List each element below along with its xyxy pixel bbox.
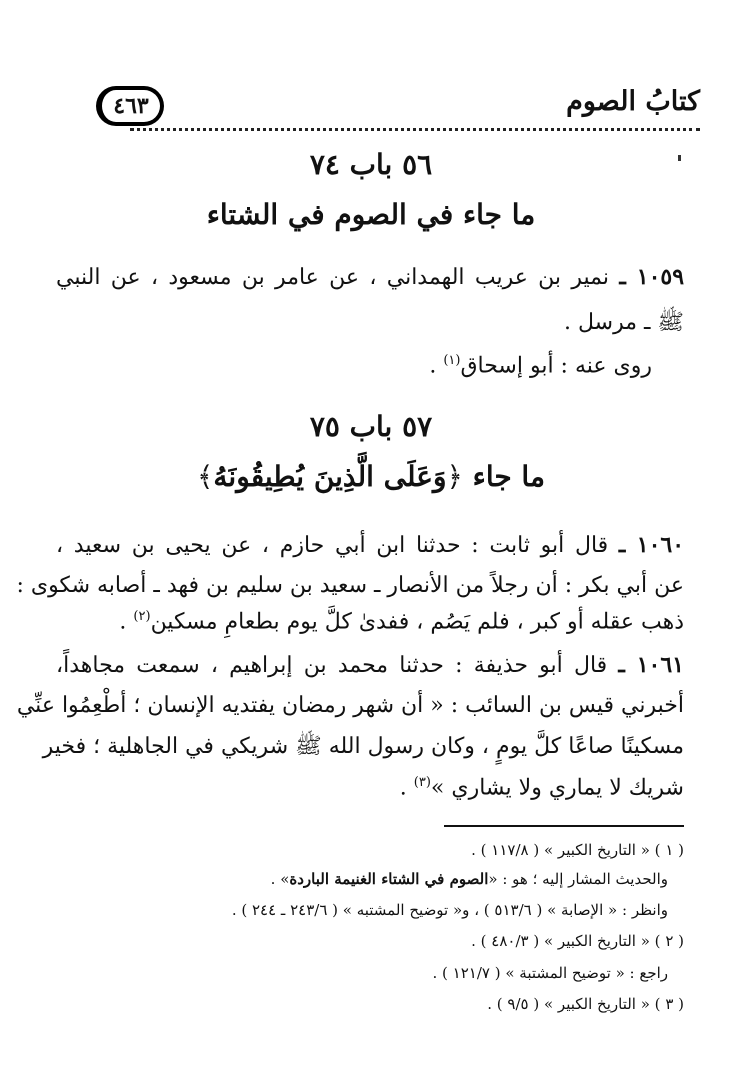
footnote-ref: (٣) [413, 775, 431, 790]
footnote: ( ٢ ) « التاريخ الكبير » ( ٤٨٠/٣ ) . [471, 932, 684, 950]
quran-brace-close: ﴾ [197, 460, 214, 493]
hadith-number: ١٠٦١ ـ [618, 652, 684, 678]
hadith-text: نمير بن عريب الهمداني ، عن عامر بن مسعود ، عن النبي [56, 265, 609, 290]
footnote: ( ٣ ) « التاريخ الكبير » ( ٩/٥ ) . [487, 995, 684, 1013]
quran-brace-open: ﴿ [446, 460, 463, 493]
footnote-rule [444, 825, 684, 827]
footnote-text: والحديث المشار إليه ؛ هو : « [488, 870, 668, 888]
hadith-text: شريك لا يماري ولا يشاري » [430, 775, 684, 801]
footnote [271, 872, 668, 887]
hadith-text: قال أبو ثابت : حدثنا ابن أبي حازم ، عن يحيى بن سعيد ، [56, 533, 609, 558]
narrator-line [56, 354, 652, 377]
footnote-text: » . [270, 870, 290, 888]
hadith-text: قال أبو حذيفة : حدثنا محمد بن إبراهيم ، سمعت مجاهداً، [56, 653, 608, 678]
chapter-title: ٥٧ باب ٧٥ [309, 410, 433, 443]
page-number-badge: ٤٦٣ [96, 86, 164, 126]
hadith-line [56, 776, 684, 799]
chapter-subtitle [0, 460, 742, 493]
quran-verse: وَعَلَى الَّذِينَ يُطِيقُونَهُ [213, 460, 447, 493]
footnote: راجع : « توضيح المشتبة » ( ١٢١/٧ ) . [432, 964, 668, 982]
header-rule [130, 128, 700, 131]
hadith-line [56, 610, 684, 633]
hadith-text: ذهب عقله أو كبر ، فلم يَصُم ، ففدىٰ كلَّ يوم بطعامِ مسكين [150, 609, 684, 635]
hadith-line: ﷺ ـ مرسل . [563, 310, 684, 335]
chapter-title: ٥٦ باب ٧٤ [309, 148, 433, 181]
footnote-ref: (١) [443, 353, 461, 368]
footnote-bold-title: الصوم في الشتاء الغنيمة الباردة [289, 870, 489, 888]
footnote: ( ١ ) « التاريخ الكبير » ( ١١٧/٨ ) . [471, 841, 684, 859]
hadith-number: ١٠٥٩ ـ [619, 264, 685, 290]
hadith-line [56, 534, 684, 557]
hadith-line [56, 654, 684, 677]
hadith-line: عن أبي بكر : أن رجلاً من الأنصار ـ سعيد بن سليم بن فهد ـ أصابه شكوى : [16, 573, 684, 598]
narrator-text: روى عنه : أبو إسحاق [460, 353, 652, 379]
hadith-line [56, 266, 684, 289]
chapter-subtitle: ما جاء في الصوم في الشتاء [206, 198, 536, 231]
punct: . [119, 609, 134, 635]
subtitle-prefix: ما جاء [472, 460, 545, 493]
footnote: وانظر : « الإصابة » ( ٥١٣/٦ ) ، و« توضيح المشتبه » ( ٢٤٣/٦ ـ ٢٤٤ ) . [231, 901, 668, 919]
hadith-number: ١٠٦٠ ـ [618, 532, 685, 558]
footnote-ref: (٢) [133, 609, 151, 624]
punct: . [399, 775, 414, 801]
hadith-line: أخبرني قيس بن السائب : « أن شهر رمضان يفتديه الإنسان ؛ أطْعِمُوا عنِّي [16, 693, 684, 718]
running-title: كتابُ الصوم [566, 86, 700, 117]
hadith-line: مسكينًا صاعًا كلَّ يومٍ ، وكان رسول الله ﷺ شريكي في الجاهلية ؛ فخير [42, 734, 684, 759]
punct: . [429, 353, 444, 379]
